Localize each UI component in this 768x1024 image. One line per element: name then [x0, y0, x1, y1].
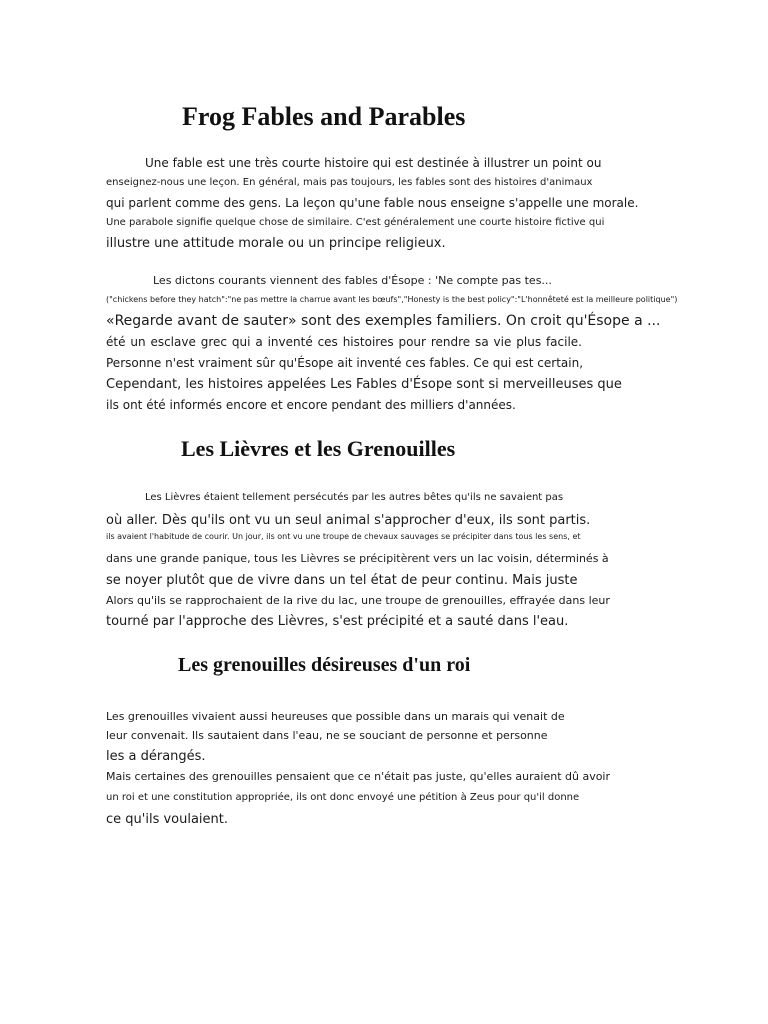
paragraph-line: les a dérangés. — [106, 749, 206, 764]
paragraph-line: Personne n'est vraiment sûr qu'Ésope ait inventé ces fables. Ce qui est certain, — [106, 356, 584, 370]
paragraph-line: Mais certaines des grenouilles pensaient que ce n'était pas juste, qu'elles auraient dû avoir — [106, 770, 611, 783]
paragraph-line: ("chickens before they hatch":"ne pas mettre la charrue avant les bœufs","Honesty is the best policy":"L'honnêteté est la meilleure politique") — [106, 295, 678, 304]
paragraph-line: un roi et une constitution appropriée, ils ont donc envoyé une pétition à Zeus pour qu'il donne — [106, 792, 580, 803]
paragraph-line: dans une grande panique, tous les Lièvres se précipitèrent vers un lac voisin, déterminés à — [106, 552, 609, 565]
paragraph-line: où aller. Dès qu'ils ont vu un seul animal s'approcher d'eux, ils sont partis. — [106, 513, 591, 528]
paragraph-line: Cependant, les histoires appelées Les Fables d'Ésope sont si merveilleuses que — [106, 377, 622, 392]
paragraph-line: tourné par l'approche des Lièvres, s'est précipité et a sauté dans l'eau. — [106, 614, 569, 629]
paragraph-line: Les dictons courants viennent des fables d'Ésope : 'Ne compte pas tes... — [153, 274, 552, 287]
paragraph-line: Une parabole signifie quelque chose de similaire. C'est généralement une courte histoire fictive qui — [106, 217, 605, 228]
paragraph-line: été un esclave grec qui a inventé ces histoires pour rendre sa vie plus facile. — [106, 335, 582, 349]
paragraph-line: «Regarde avant de sauter» sont des exemples familiers. On croit qu'Ésope a ... — [106, 313, 661, 329]
paragraph-line: Une fable est une très courte histoire qui est destinée à illustrer un point ou — [145, 156, 602, 170]
paragraph-line: Alors qu'ils se rapprochaient de la rive du lac, une troupe de grenouilles, effrayée dans leur — [106, 594, 610, 607]
title-frogs-desiring-king: Les grenouilles désireuses d'un roi — [178, 654, 471, 676]
paragraph-line: ils avaient l'habitude de courir. Un jour, ils ont vu une troupe de chevaux sauvages se précipiter dans tous les sens, et — [106, 532, 581, 541]
paragraph-line: ce qu'ils voulaient. — [106, 812, 229, 827]
paragraph-line: illustre une attitude morale ou un principe religieux. — [106, 236, 446, 251]
title-hares-and-frogs: Les Lièvres et les Grenouilles — [181, 436, 456, 461]
paragraph-line: se noyer plutôt que de vivre dans un tel état de peur continu. Mais juste — [106, 573, 578, 588]
paragraph-line: Les grenouilles vivaient aussi heureuses que possible dans un marais qui venait de — [106, 710, 565, 723]
paragraph-line: Les Lièvres étaient tellement persécutés par les autres bêtes qu'ils ne savaient pas — [145, 492, 564, 503]
paragraph-line: ils ont été informés encore et encore pendant des milliers d'années. — [106, 398, 516, 412]
paragraph-line: qui parlent comme des gens. La leçon qu'une fable nous enseigne s'appelle une morale. — [106, 196, 639, 210]
title-frog-fables: Frog Fables and Parables — [182, 102, 466, 131]
paragraph-line: leur convenait. Ils sautaient dans l'eau, ne se souciant de personne et personne — [106, 729, 548, 742]
paragraph-line: enseignez-nous une leçon. En général, mais pas toujours, les fables sont des histoires d'animaux — [106, 177, 593, 188]
